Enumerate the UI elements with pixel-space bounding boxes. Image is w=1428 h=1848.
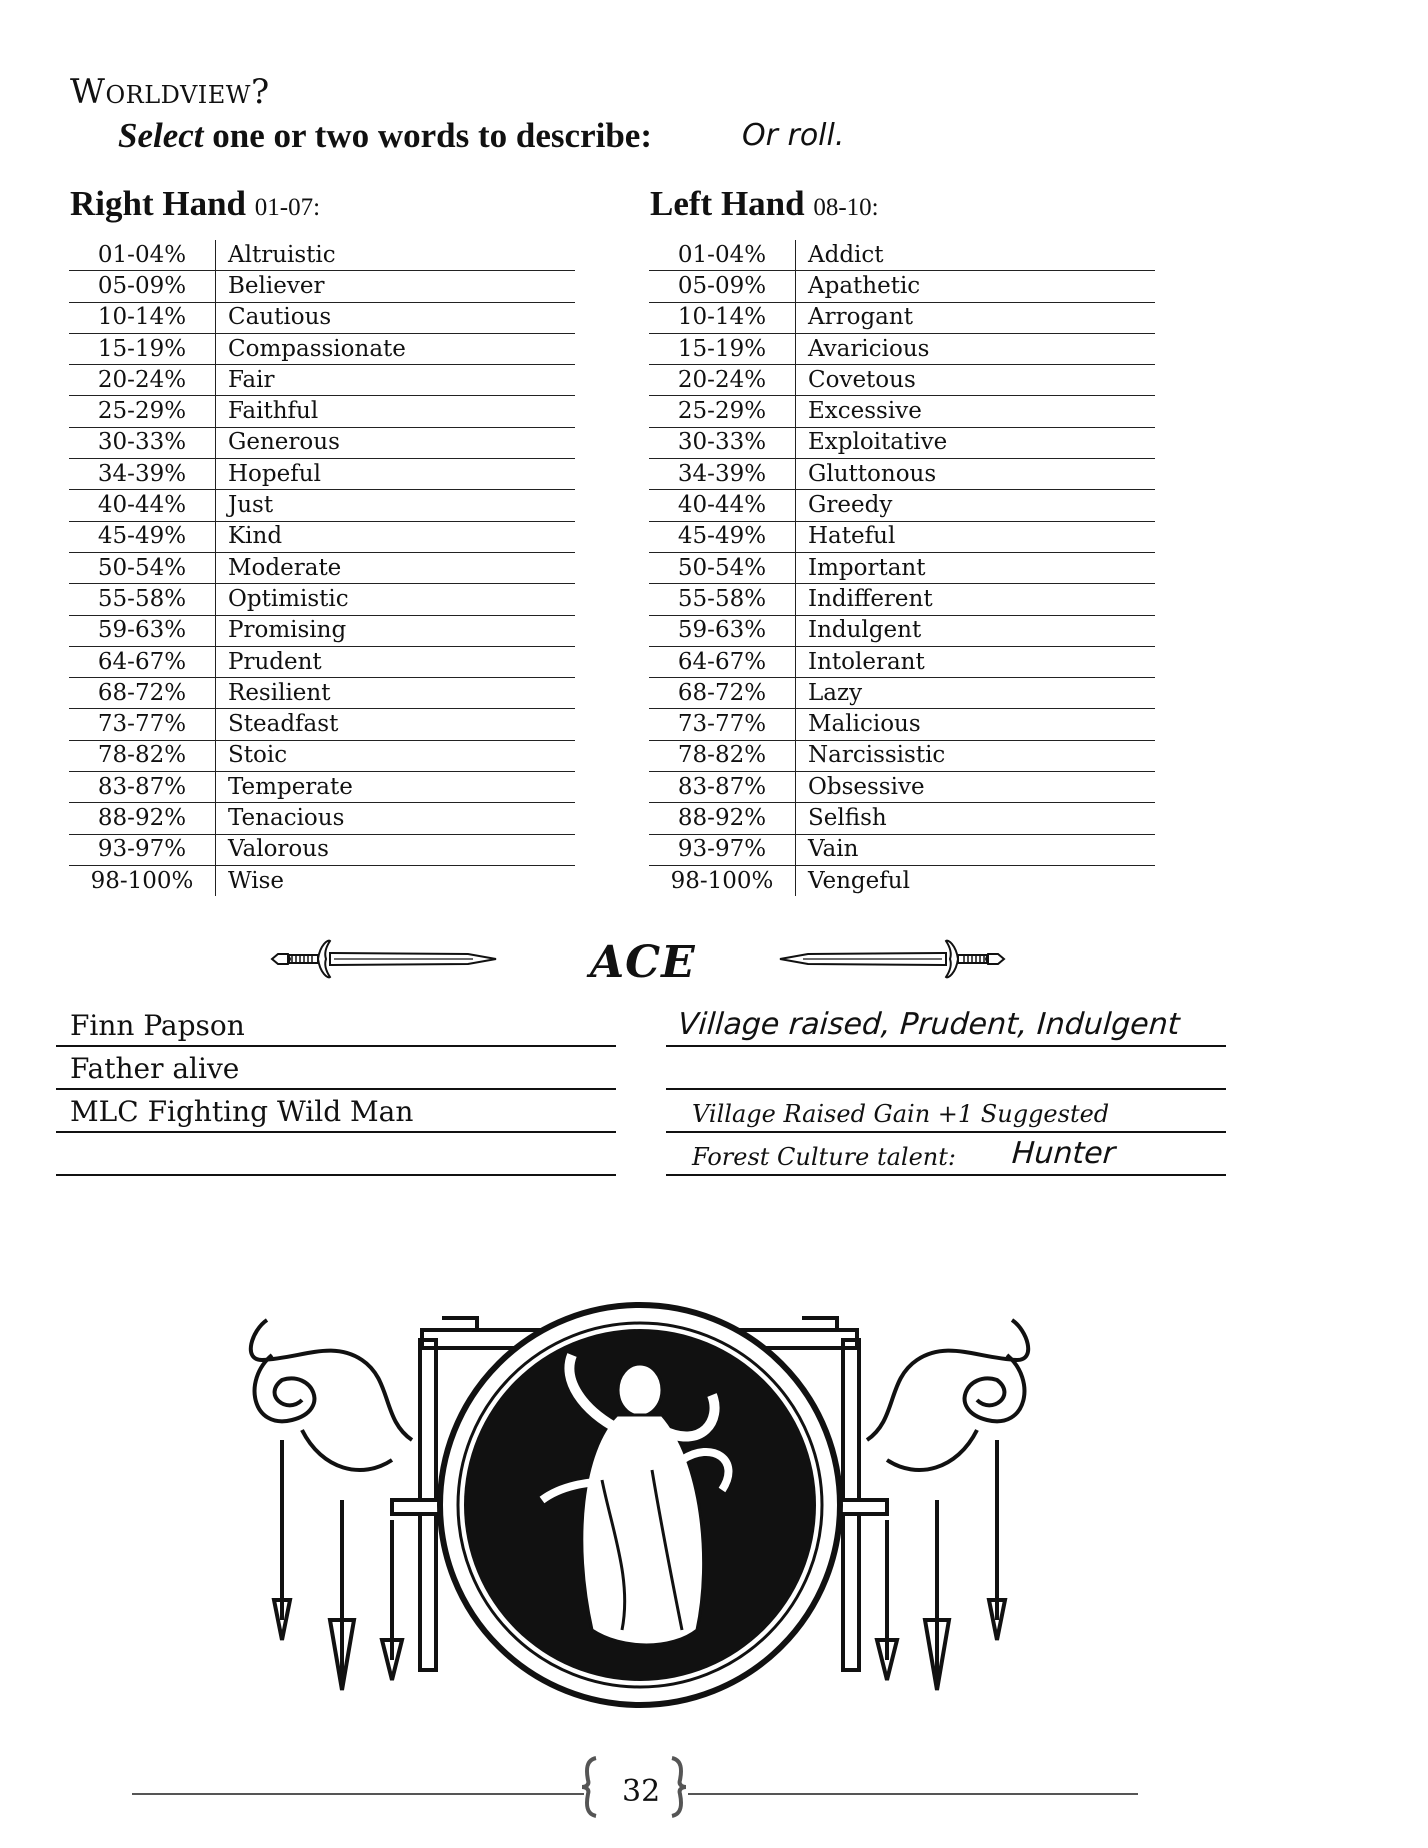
left-hand-row — [649, 772, 1155, 803]
left-hand-heading — [650, 184, 879, 224]
left-hand-row — [649, 240, 1155, 271]
right-hand-row-range: 20-24% — [69, 365, 216, 396]
right-hand-row-range: 34-39% — [69, 459, 216, 490]
right-hand-row-range: 64-67% — [69, 646, 216, 677]
left-hand-row-word: Excessive — [796, 396, 1156, 427]
left-hand-row — [649, 302, 1155, 333]
right-hand-row-range: 25-29% — [69, 396, 216, 427]
left-hand-row-word: Vengeful — [808, 867, 910, 894]
right-hand-row — [69, 803, 575, 834]
left-hand-row — [649, 427, 1155, 458]
left-hand-row-word: Addict — [796, 240, 1156, 271]
right-hand-heading — [70, 184, 320, 224]
left-hand-row — [649, 271, 1155, 302]
left-hand-row-range: 64-67% — [649, 646, 796, 677]
right-hand-row-range: 73-77% — [69, 709, 216, 740]
left-hand-row-range: 10-14% — [649, 302, 796, 333]
right-hand-row-word: Fair — [216, 365, 576, 396]
right-hand-row — [69, 709, 575, 740]
or-roll-note: Or roll. — [742, 118, 845, 153]
right-hand-row-range: 78-82% — [69, 740, 216, 771]
right-hand-title: Right Hand — [70, 184, 247, 223]
instruction-line — [118, 116, 652, 156]
right-hand-row-word: Cautious — [216, 302, 576, 333]
left-hand-row-range: 83-87% — [649, 772, 796, 803]
ace-traits-field[interactable] — [666, 1004, 1226, 1047]
left-hand-row-range: 78-82% — [649, 740, 796, 771]
right-hand-row — [69, 271, 575, 302]
right-hand-row-range: 45-49% — [69, 521, 216, 552]
right-hand-row — [69, 615, 575, 646]
right-hand-row — [69, 865, 575, 896]
left-hand-row-range: 93-97% — [649, 834, 796, 865]
ace-blank-field[interactable] — [56, 1133, 616, 1176]
footer-rule-left — [132, 1793, 584, 1795]
right-hand-row-word: Moderate — [216, 552, 576, 583]
left-hand-row — [649, 365, 1155, 396]
right-hand-row-range: 88-92% — [69, 803, 216, 834]
left-hand-row-word: Intolerant — [796, 646, 1156, 677]
right-hand-row — [69, 302, 575, 333]
right-hand-row-word: Steadfast — [216, 709, 576, 740]
left-hand-row-range: 25-29% — [649, 396, 796, 427]
left-hand-row — [649, 709, 1155, 740]
right-hand-row-range: 40-44% — [69, 490, 216, 521]
left-hand-row — [649, 521, 1155, 552]
right-hand-range: 01-07: — [254, 194, 321, 221]
right-hand-row-word: Tenacious — [216, 803, 576, 834]
left-hand-row-range: 20-24% — [649, 365, 796, 396]
right-hand-row — [69, 333, 575, 364]
ace-traits-blank-field[interactable] — [666, 1047, 1226, 1090]
left-hand-row — [649, 396, 1155, 427]
ornament-medallion-illustration — [242, 1300, 1037, 1710]
left-hand-row-range: 34-39% — [649, 459, 796, 490]
right-hand-row-word: Prudent — [216, 646, 576, 677]
right-hand-row — [69, 584, 575, 615]
right-hand-row — [69, 834, 575, 865]
page-title: Worldview? — [70, 72, 270, 112]
instruction-emphasis: Select — [118, 116, 204, 155]
left-hand-row-word: Obsessive — [796, 772, 1156, 803]
left-hand-row-range: 30-33% — [649, 427, 796, 458]
ace-family-value: Father alive — [70, 1052, 240, 1085]
left-hand-row-word: Avaricious — [796, 333, 1156, 364]
left-hand-row-range: 73-77% — [649, 709, 796, 740]
ace-family-field[interactable] — [56, 1047, 616, 1090]
right-hand-row-word: Valorous — [216, 834, 576, 865]
left-hand-row-word: Important — [796, 552, 1156, 583]
right-hand-row-word: Temperate — [216, 772, 576, 803]
left-hand-row — [649, 552, 1155, 583]
ace-name-field[interactable] — [56, 1004, 616, 1047]
right-hand-row — [69, 521, 575, 552]
left-hand-row-range: 45-49% — [649, 521, 796, 552]
right-hand-row-word: Optimistic — [216, 584, 576, 615]
instruction-text: one or two words to describe: — [203, 116, 652, 155]
village-raised-note: Village Raised Gain +1 Suggested — [692, 1100, 1110, 1128]
right-hand-row — [69, 490, 575, 521]
left-hand-row-word: Selfish — [796, 803, 1156, 834]
right-hand-row — [69, 772, 575, 803]
right-hand-row — [69, 678, 575, 709]
right-hand-row-word: Stoic — [216, 740, 576, 771]
right-hand-row-range: 98-100% — [69, 865, 216, 896]
left-hand-row-word: Malicious — [796, 709, 1156, 740]
left-hand-row-range: 55-58% — [649, 584, 796, 615]
forest-culture-label: Forest Culture talent: — [692, 1143, 956, 1171]
forest-culture-field[interactable] — [666, 1133, 1226, 1176]
left-hand-row-range: 68-72% — [649, 678, 796, 709]
ace-event-value: MLC Fighting Wild Man — [70, 1095, 414, 1128]
right-hand-row — [69, 459, 575, 490]
left-hand-row-word: Greedy — [796, 490, 1156, 521]
right-hand-row-range: 83-87% — [69, 772, 216, 803]
left-hand-row-word: Apathetic — [796, 271, 1156, 302]
left-hand-row-word: Indifferent — [796, 584, 1156, 615]
right-hand-row — [69, 427, 575, 458]
right-hand-row-word: Resilient — [216, 678, 576, 709]
right-hand-row-range: 01-04% — [69, 240, 216, 271]
left-hand-range: 08-10: — [813, 194, 879, 221]
ace-name-value: Finn Papson — [70, 1009, 245, 1042]
left-hand-row-range: 59-63% — [649, 615, 796, 646]
right-hand-row-range: 50-54% — [69, 552, 216, 583]
left-hand-table — [649, 240, 1155, 896]
right-hand-row-range: 15-19% — [69, 333, 216, 364]
ace-title: ACE — [590, 937, 696, 988]
left-hand-row — [649, 646, 1155, 677]
left-hand-row-word: Exploitative — [796, 427, 1156, 458]
right-hand-row-word: Faithful — [216, 396, 576, 427]
left-hand-row — [649, 740, 1155, 771]
left-hand-row-word: Vain — [796, 834, 1156, 865]
right-hand-row-range: 05-09% — [69, 271, 216, 302]
right-hand-row — [69, 365, 575, 396]
left-hand-row — [649, 584, 1155, 615]
left-hand-row-word: Arrogant — [796, 302, 1156, 333]
left-hand-row-word: Narcissistic — [796, 740, 1156, 771]
right-hand-row-range: 30-33% — [69, 427, 216, 458]
left-hand-row-range: 40-44% — [649, 490, 796, 521]
right-hand-row — [69, 646, 575, 677]
right-hand-row-range: 55-58% — [69, 584, 216, 615]
right-hand-table — [69, 240, 575, 896]
right-hand-row-word: Compassionate — [216, 333, 576, 364]
left-hand-row-range: 50-54% — [649, 552, 796, 583]
village-raised-note-field[interactable] — [666, 1090, 1226, 1133]
left-hand-row — [649, 490, 1155, 521]
left-hand-row-word: Indulgent — [796, 615, 1156, 646]
left-hand-row-word: Covetous — [796, 365, 1156, 396]
left-hand-title: Left Hand — [650, 184, 805, 223]
forest-culture-value: Hunter — [1010, 1136, 1117, 1171]
right-hand-row — [69, 552, 575, 583]
left-hand-row — [649, 834, 1155, 865]
right-hand-row-word: Kind — [216, 521, 576, 552]
right-hand-row-range: 68-72% — [69, 678, 216, 709]
left-hand-row — [649, 459, 1155, 490]
right-hand-row-word: Altruistic — [216, 240, 576, 271]
footer-rule-right — [688, 1793, 1138, 1795]
left-hand-row-word: Gluttonous — [796, 459, 1156, 490]
left-hand-row-range: 01-04% — [649, 240, 796, 271]
right-hand-row-word: Wise — [228, 867, 285, 894]
sword-icon — [268, 935, 500, 983]
left-hand-row — [649, 678, 1155, 709]
right-hand-row — [69, 396, 575, 427]
right-hand-row-range: 59-63% — [69, 615, 216, 646]
left-hand-row — [649, 333, 1155, 364]
left-hand-row-range: 98-100% — [649, 865, 796, 896]
left-hand-row — [649, 865, 1155, 896]
page-number: 32 — [622, 1774, 661, 1809]
left-hand-row-range: 88-92% — [649, 803, 796, 834]
left-hand-row — [649, 615, 1155, 646]
right-hand-row-range: 93-97% — [69, 834, 216, 865]
ace-event-field[interactable] — [56, 1090, 616, 1133]
left-hand-row-word: Lazy — [796, 678, 1156, 709]
left-hand-row-range: 15-19% — [649, 333, 796, 364]
ace-traits-handwritten: Village raised, Prudent, Indulgent — [676, 1007, 1181, 1042]
right-hand-row-word: Believer — [216, 271, 576, 302]
right-hand-row-word: Hopeful — [216, 459, 576, 490]
right-hand-row-word: Promising — [216, 615, 576, 646]
right-hand-row-word: Generous — [216, 427, 576, 458]
right-hand-row — [69, 240, 575, 271]
left-hand-row-word: Hateful — [796, 521, 1156, 552]
right-hand-row-word: Just — [216, 490, 576, 521]
sword-icon — [776, 935, 1008, 983]
right-hand-row — [69, 740, 575, 771]
right-hand-row-range: 10-14% — [69, 302, 216, 333]
left-hand-row — [649, 803, 1155, 834]
left-hand-row-range: 05-09% — [649, 271, 796, 302]
